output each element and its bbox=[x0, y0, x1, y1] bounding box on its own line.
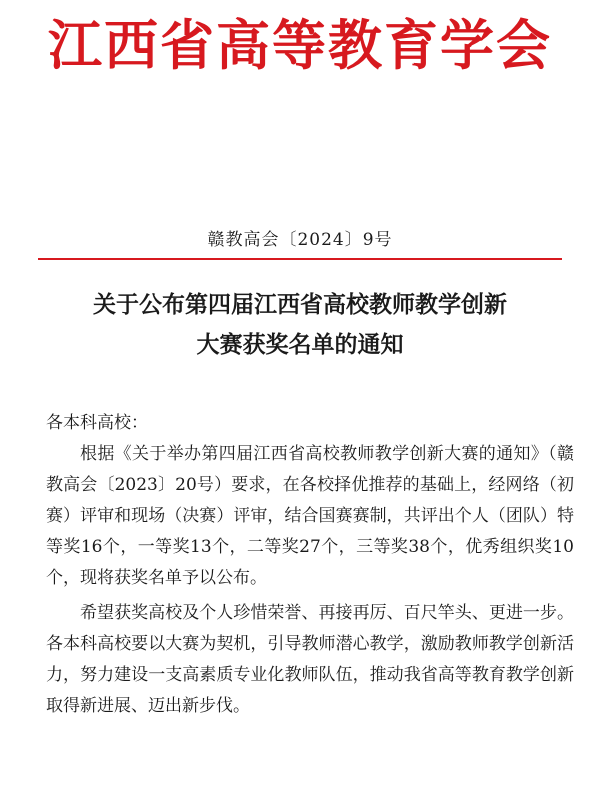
body-paragraph-2: 希望获奖高校及个人珍惜荣誉、再接再厉、百尺竿头、更进一步。各本科高校要以大赛为契机，引导教师潜心教学，激励教师教学创新活力，努力建设一支高素质专业化教师队伍，推动我省高等教育教学创新取得新进展、迈出新步伐。 bbox=[46, 603, 574, 716]
notice-title bbox=[0, 285, 600, 365]
salutation: 各本科高校： bbox=[46, 413, 148, 433]
notice-title-line-1: 关于公布第四届江西省高校教师教学创新 bbox=[93, 291, 507, 318]
red-divider-line bbox=[38, 258, 562, 260]
issuing-organization-header: 江西省高等教育学会 bbox=[48, 13, 552, 77]
document-number: 赣教高会〔2024〕9号 bbox=[207, 230, 393, 250]
notice-body bbox=[46, 408, 574, 722]
notice-title-line-2: 大赛获奖名单的通知 bbox=[196, 331, 404, 358]
body-paragraph-1: 根据《关于举办第四届江西省高校教师教学创新大赛的通知》（赣教高会〔2023〕20号）要求，在各校择优推荐的基础上，经网络（初赛）评审和现场（决赛）评审，结合国赛赛制，共评出个人（团队）特等奖16个，一等奖13个，二等奖27个，三等奖38个，优秀组织奖10个，现将获奖名单予以公布。 bbox=[46, 444, 574, 588]
